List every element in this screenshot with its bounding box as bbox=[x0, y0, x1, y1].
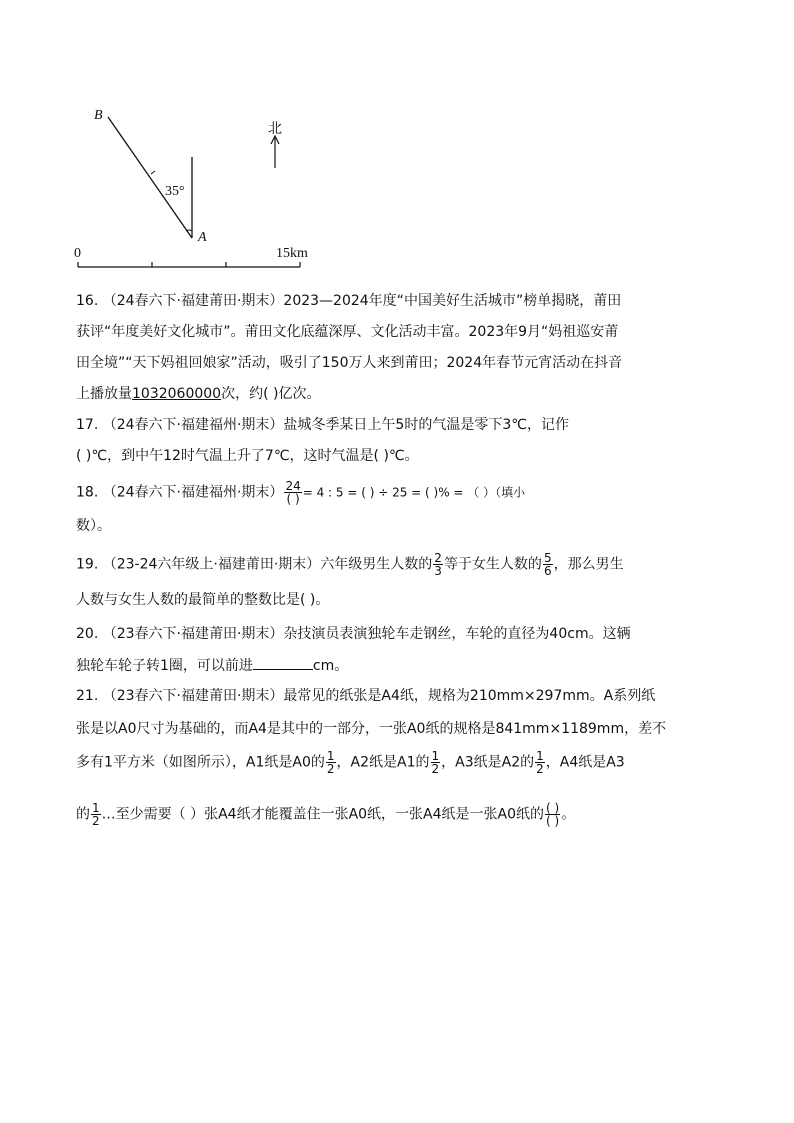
scale-zero-label: 0 bbox=[74, 246, 81, 261]
q19-fraction-2-3 bbox=[433, 552, 443, 577]
label-a: A bbox=[198, 230, 207, 245]
q17-line1: 17. （24春六下·福建福州·期末）盐城冬季某日上午5时的气温是零下3℃，记作 bbox=[76, 417, 569, 433]
q21-l4-a: 的 bbox=[76, 806, 90, 823]
q21-line3 bbox=[76, 750, 625, 775]
q20-answer-blank[interactable] bbox=[253, 655, 313, 670]
q21-half-4-n: 1 bbox=[92, 801, 100, 815]
q18-numerator: 24 bbox=[285, 479, 301, 493]
q21-half-2-d: 2 bbox=[431, 762, 440, 776]
q19-part1: 19. （23-24六年级上·福建莆田·期末）六年级男生人数的 bbox=[76, 556, 433, 573]
q21-l3-d: ，A4纸是A3 bbox=[545, 754, 625, 771]
q20-line2 bbox=[76, 655, 348, 676]
q19-f2-numerator: 5 bbox=[543, 551, 552, 565]
q16-line1: 16. （24春六下·福建莆田·期末）2023—2024年度“中国美好生活城市”榜单揭晓，莆田 bbox=[76, 293, 622, 309]
q21-l4-b: …至少需要（ ）张A4纸才能覆盖住一张A0纸，一张A4纸是一张A0纸的 bbox=[101, 806, 545, 823]
q21-answer-denominator: ( ) bbox=[546, 814, 560, 828]
q21-half-1 bbox=[326, 750, 336, 775]
q18-fraction bbox=[284, 480, 301, 505]
segment-ba-tick bbox=[151, 171, 155, 174]
q21-half-1-d: 2 bbox=[326, 762, 335, 776]
q19-f1-denominator: 3 bbox=[434, 564, 442, 578]
q21-half-2-n: 1 bbox=[431, 749, 440, 763]
q16-number: 1032060000 bbox=[132, 386, 222, 402]
q19-part3: ，那么男生 bbox=[553, 556, 624, 573]
q19-part2: 等于女生人数的 bbox=[443, 556, 542, 573]
q18-prefix: 18. （24春六下·福建福州·期末） bbox=[76, 484, 284, 501]
q16-line2: 获评“年度美好文化城市”。莆田文化底蕴深厚、文化活动丰富。2023年9月“妈祖巡安莆 bbox=[76, 324, 619, 340]
q21-line2: 张是以A0尺寸为基础的，而A4是其中的一部分，一张A0纸的规格是841mm×1189mm，差不 bbox=[76, 721, 667, 737]
q18-line2: 数）。 bbox=[76, 518, 111, 534]
label-b: B bbox=[94, 108, 103, 123]
q21-half-3-n: 1 bbox=[536, 749, 544, 763]
q18-denominator: ( ) bbox=[286, 492, 300, 506]
q16-line3: 田全境”“天下妈祖回娘家”活动，吸引了150万人来到莆田；2024年春节元宵活动在抖音 bbox=[76, 355, 623, 371]
q21-answer-fraction[interactable] bbox=[545, 802, 560, 827]
q20-line1: 20. （23春六下·福建莆田·期末）杂技演员表演独轮车走钢丝，车轮的直径为40cm。这辆 bbox=[76, 626, 631, 642]
q19-line1 bbox=[76, 552, 624, 577]
q21-line4 bbox=[76, 802, 575, 827]
q21-line1: 21. （23春六下·福建莆田·期末）最常见的纸张是A4纸，规格为210mm×297mm。A系列纸 bbox=[76, 688, 656, 704]
q21-half-1-n: 1 bbox=[326, 749, 335, 763]
q19-line2: 人数与女生人数的最简单的整数比是( )。 bbox=[76, 592, 330, 608]
q19-fraction-5-6 bbox=[543, 552, 553, 577]
q21-half-4-d: 2 bbox=[92, 814, 100, 828]
q16-line4-a: 上播放量 bbox=[76, 386, 132, 402]
q16-line4 bbox=[76, 384, 320, 404]
q21-l3-b: ，A2纸是A1的 bbox=[336, 754, 430, 771]
q21-l3-a: 多有1平方米（如图所示），A1纸是A0的 bbox=[76, 754, 325, 771]
q18-tail: = 4 : 5 = ( ) ÷ 25 = ( )% = （ ）（填小 bbox=[302, 485, 526, 500]
q21-half-3-d: 2 bbox=[536, 762, 544, 776]
q21-half-3 bbox=[535, 750, 545, 775]
angle-arc bbox=[186, 230, 192, 231]
q21-answer-numerator: ( ) bbox=[546, 801, 560, 815]
q18-line1 bbox=[76, 480, 525, 505]
q21-half-4 bbox=[91, 802, 101, 827]
q21-l3-c: ，A3纸是A2的 bbox=[441, 754, 535, 771]
q21-l4-c: 。 bbox=[561, 806, 576, 823]
q20-line2-a: 独轮车轮子转1圈，可以前进 bbox=[76, 658, 253, 674]
q19-f2-denominator: 6 bbox=[543, 564, 552, 578]
q17-line2: ( )℃，到中午12时气温上升了7℃，这时气温是( )℃。 bbox=[76, 448, 419, 464]
angle-label: 35° bbox=[165, 184, 185, 199]
q21-half-2 bbox=[431, 750, 441, 775]
q19-f1-numerator: 2 bbox=[434, 551, 442, 565]
segment-ba bbox=[108, 117, 192, 238]
q16-line4-b: 次，约( )亿次。 bbox=[221, 386, 321, 402]
north-label: 北 bbox=[268, 121, 282, 137]
q20-line2-b: cm。 bbox=[312, 658, 349, 674]
scale-end-label: 15km bbox=[276, 246, 308, 261]
